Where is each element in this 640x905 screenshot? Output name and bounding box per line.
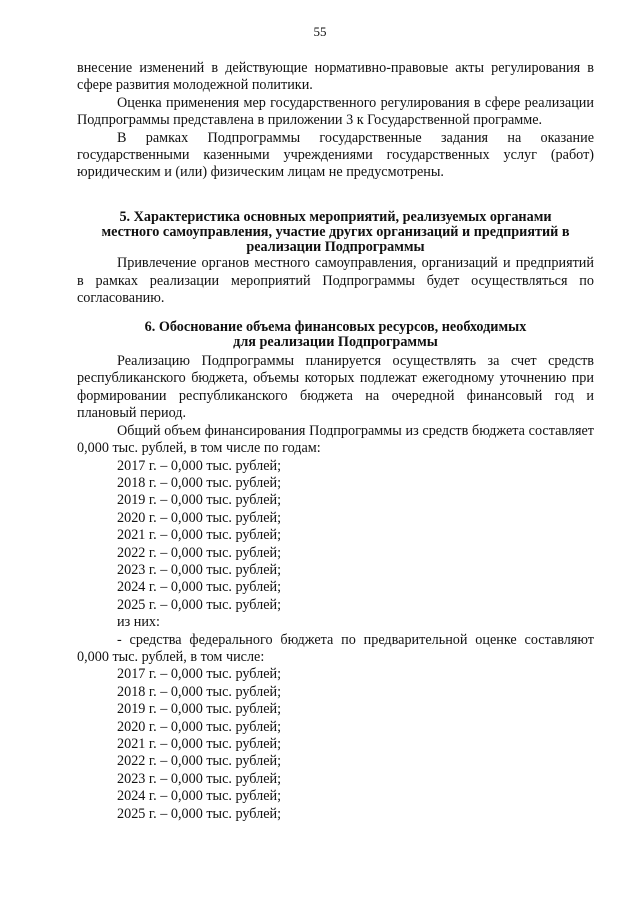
paragraph-state-tasks: В рамках Подпрограммы государственные задания на оказание государственными казенными учреждениями государственных услуг (работ) юридическим и (или) физическим лицам не предусмотрены. — [77, 129, 594, 181]
of-them-label: из них: — [117, 614, 160, 631]
year-line: 2021 г. – 0,000 тыс. рублей; — [117, 527, 282, 544]
page-content — [77, 60, 594, 823]
years-federal-list — [77, 666, 594, 823]
year-line: 2020 г. – 0,000 тыс. рублей; — [117, 509, 282, 526]
years-total-list — [77, 458, 594, 615]
section-6-heading-line: 6. Обоснование объема финансовых ресурсов, необходимых — [144, 318, 527, 335]
paragraph-financing: Реализацию Подпрограммы планируется осуществлять за счет средств республиканского бюджета, объемы которых подлежат ежегодному уточнению при формировании республиканского бюджета на очередной финансовый год и плановый период. — [77, 353, 594, 422]
year-line: 2024 г. – 0,000 тыс. рублей; — [117, 579, 282, 596]
section-6-heading — [77, 320, 594, 350]
page-number: 55 — [313, 24, 327, 39]
year-line: 2017 г. – 0,000 тыс. рублей; — [117, 457, 282, 474]
year-line: 2023 г. – 0,000 тыс. рублей; — [117, 770, 282, 787]
year-line: 2025 г. – 0,000 тыс. рублей; — [117, 596, 282, 613]
paragraph-federal-budget: - средства федерального бюджета по предварительной оценке составляют 0,000 тыс. рублей, в том числе: — [77, 631, 594, 665]
year-line: 2018 г. – 0,000 тыс. рублей; — [117, 683, 282, 700]
year-line: 2024 г. – 0,000 тыс. рублей; — [117, 788, 282, 805]
year-line: 2018 г. – 0,000 тыс. рублей; — [117, 474, 282, 491]
section-5-text: Привлечение органов местного самоуправления, организаций и предприятий в рамках реализации мероприятий Подпрограммы будет осуществляться по согласованию. — [77, 255, 594, 307]
paragraph-assessment: Оценка применения мер государственного регулирования в сфере реализации Подпрограммы представлена в приложении 3 к Государственной программе. — [77, 94, 594, 129]
section-6-heading-line: для реализации Подпрограммы — [233, 333, 438, 350]
year-line: 2021 г. – 0,000 тыс. рублей; — [117, 736, 282, 753]
year-line: 2017 г. – 0,000 тыс. рублей; — [117, 666, 282, 683]
year-line: 2020 г. – 0,000 тыс. рублей; — [117, 718, 282, 735]
year-line: 2022 г. – 0,000 тыс. рублей; — [117, 753, 282, 770]
year-line: 2023 г. – 0,000 тыс. рублей; — [117, 561, 282, 578]
section-5-heading-line: местного самоуправления, участие других организаций и предприятий в — [101, 224, 570, 241]
paragraph-continuation: внесение изменений в действующие нормативно-правовые акты регулирования в сфере развития молодежной политики. — [77, 60, 594, 94]
year-line: 2019 г. – 0,000 тыс. рублей; — [117, 701, 282, 718]
section-5-heading-line: 5. Характеристика основных мероприятий, реализуемых органами — [119, 208, 552, 225]
year-line: 2022 г. – 0,000 тыс. рублей; — [117, 544, 282, 561]
paragraph-total-financing: Общий объем финансирования Подпрограммы из средств бюджета составляет 0,000 тыс. рублей, в том числе по годам: — [77, 422, 594, 457]
year-line: 2025 г. – 0,000 тыс. рублей; — [117, 805, 282, 822]
year-line: 2019 г. – 0,000 тыс. рублей; — [117, 492, 282, 509]
section-5-heading-line: реализации Подпрограммы — [246, 239, 425, 256]
section-5-heading — [77, 210, 594, 256]
